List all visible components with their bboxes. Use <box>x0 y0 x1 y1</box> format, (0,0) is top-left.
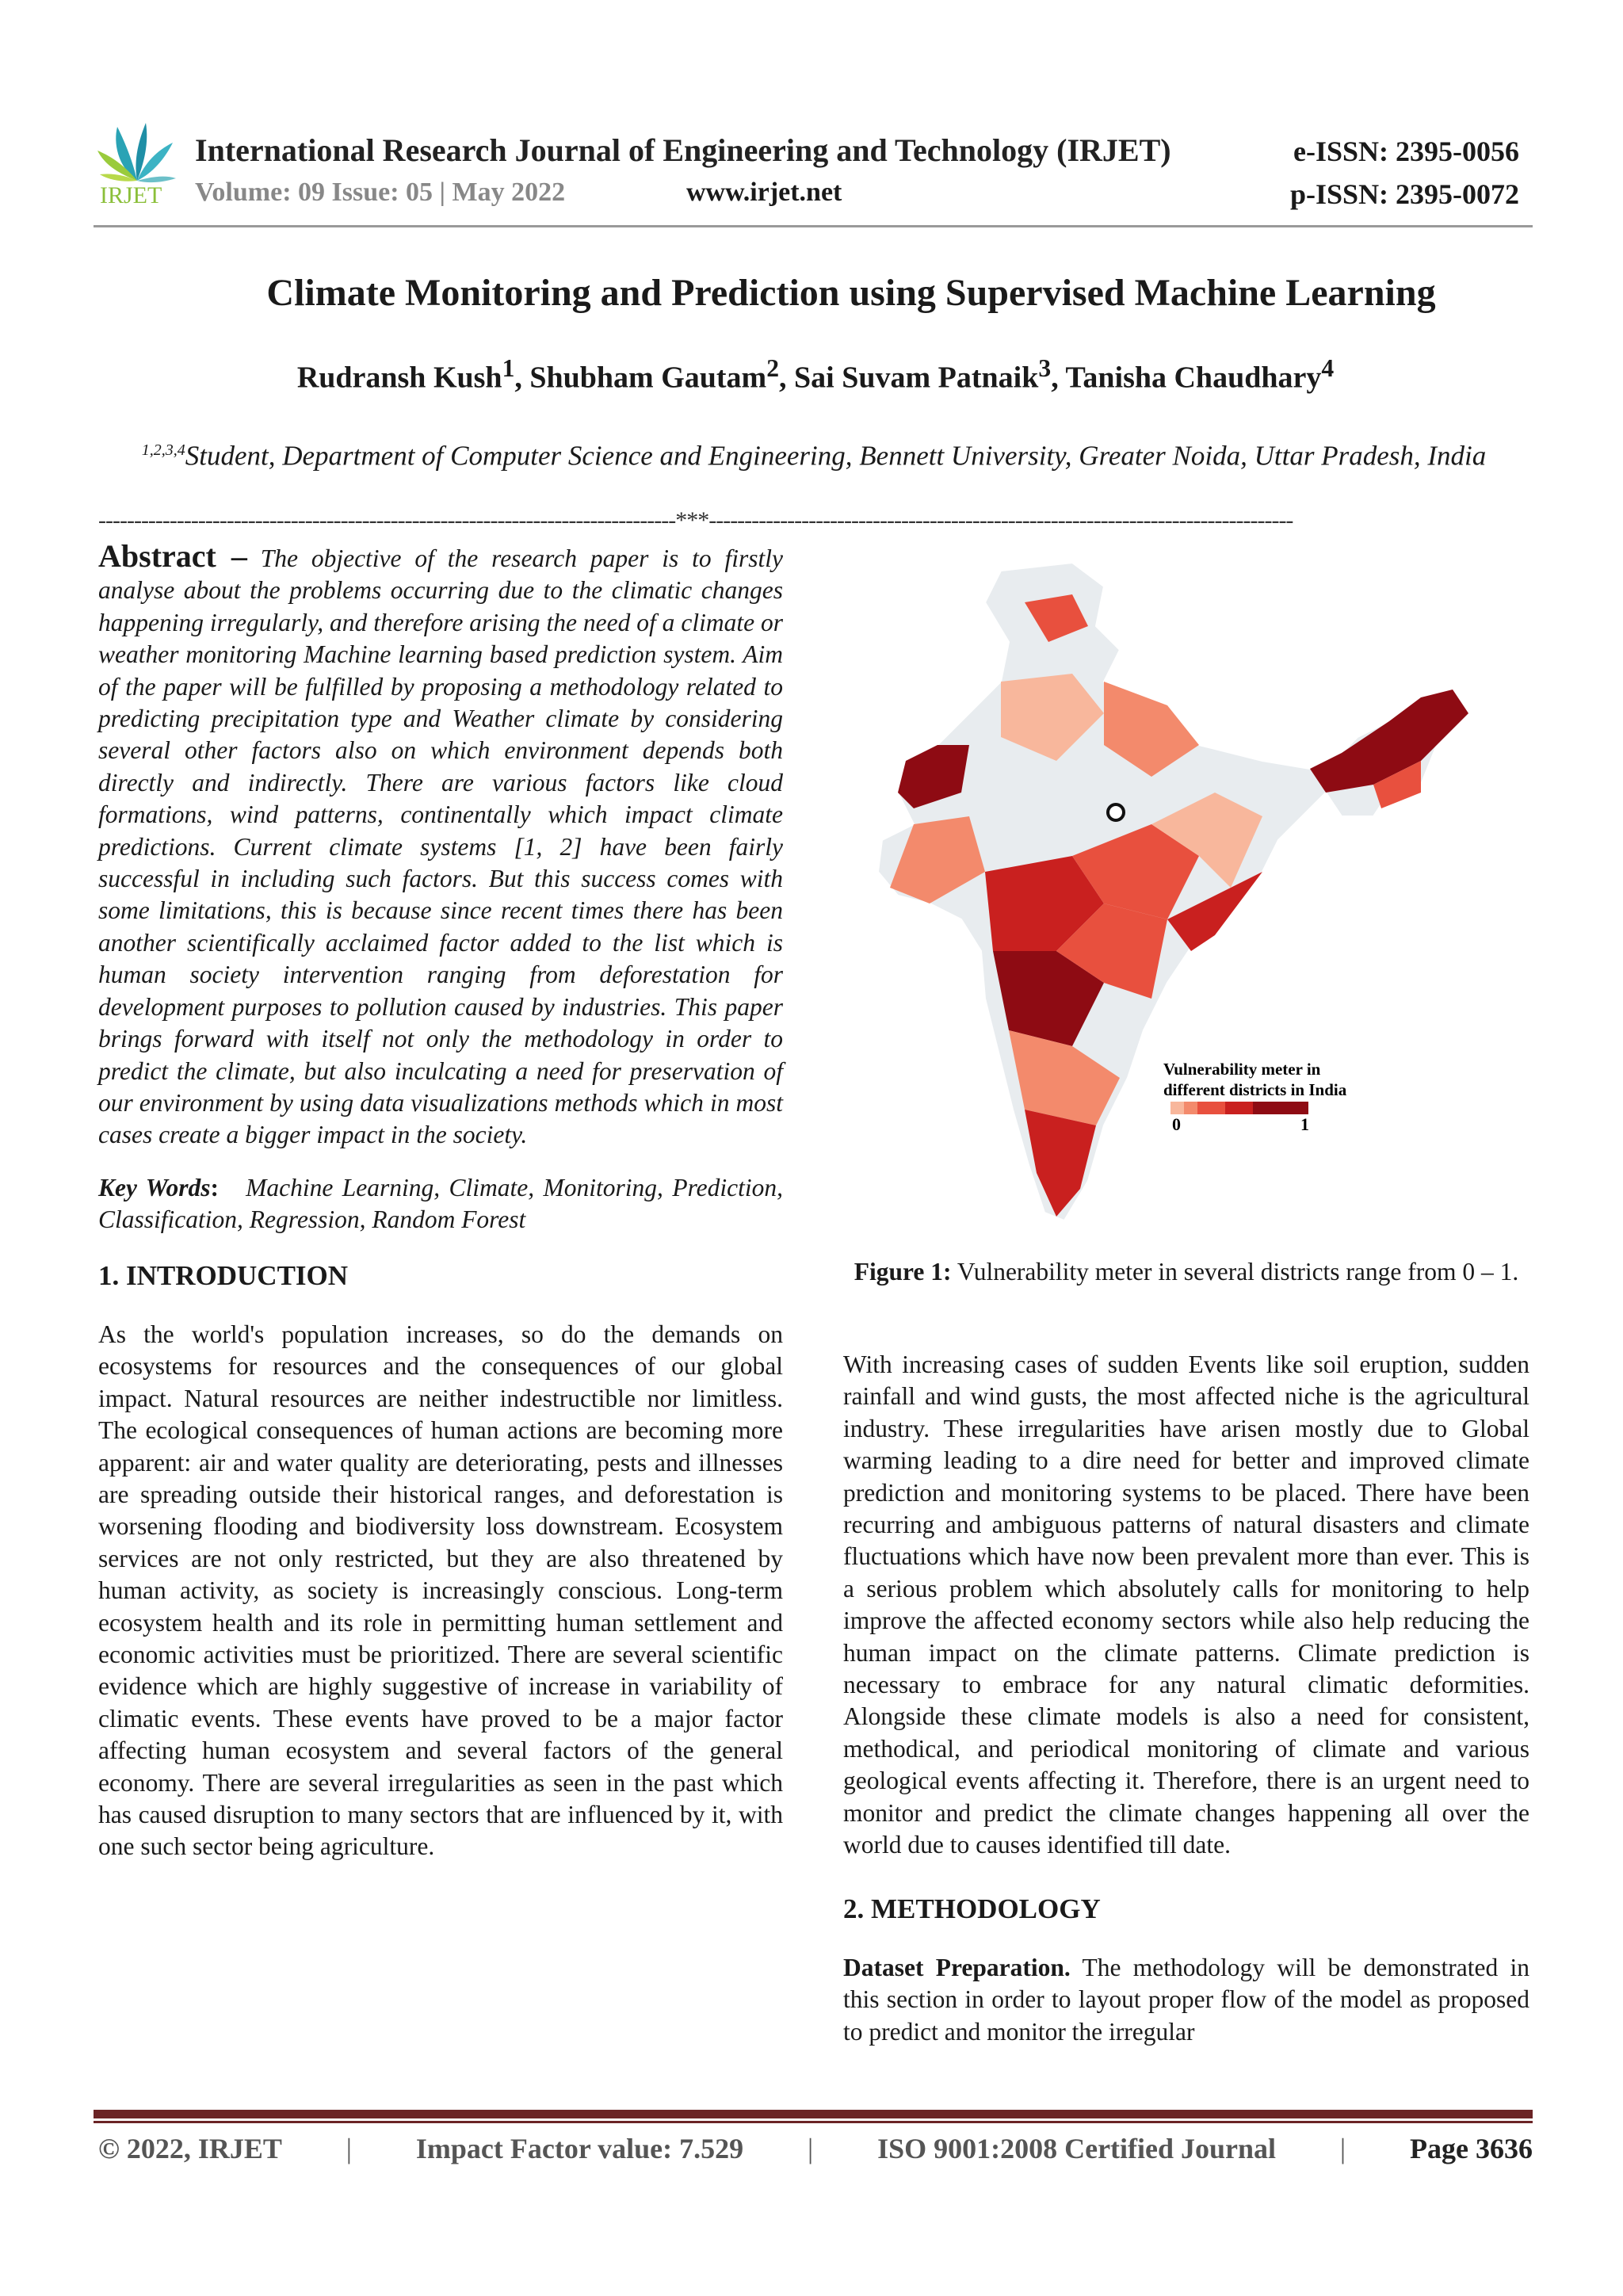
abstract-text: The objective of the research paper is to firstly analyse about the problems occurring due to the climatic changes happening irregularly, and therefore arising the need of a climate or weather monitoring Machine learning based prediction system. Aim of the paper will be fulfilled by proposing a methodology related to predicting precipitation type and Weather climate by considering several other factors also on which environment depends both directly and indirectly. There are various factors like cloud formations, wind patterns, continentally which impact climate predictions. Current climate systems [1, 2] have been fairly successful in including such factors. But this success comes with some limitations, this is because since recent times there has been another scientifically acclaimed factor added to the list which is human society intervention ranging from deforestation for development purposes to pollution caused by industries. This paper brings forward with itself not only the methodology in order to predict the climate, but also inculcating a need for preservation of our environment by using data visualizations methods which in most cases create a bigger impact in the society. <box>98 544 783 1149</box>
abstract-label: Abstract – <box>98 538 247 574</box>
keywords: Key Words: Machine Learning, Climate, Monitoring, Prediction, Classification, Regression, Random Forest <box>98 1173 784 1234</box>
footer-bar-thin <box>94 2121 1533 2123</box>
header-divider <box>94 225 1533 227</box>
e-issn: e-ISSN: 2395-0056 <box>1293 136 1519 167</box>
dataset-label: Dataset Preparation. <box>843 1953 1071 1981</box>
figure-caption <box>843 1256 1529 1288</box>
author: Tanisha Chaudhary <box>1065 361 1322 395</box>
left-column <box>98 538 784 1863</box>
map-figure <box>866 555 1516 1228</box>
author-sup: 1 <box>502 354 515 382</box>
author-list: Rudransh Kush$^1$, Shubham Gautam$^2$, Sai Suvam Patnaik$^3$, Tanisha Chaudhary$^4$ <box>296 354 1335 395</box>
caption-label: Figure 1: <box>854 1258 952 1286</box>
author-sup: 4 <box>1321 354 1335 382</box>
legend-max: 1 <box>1300 1114 1309 1134</box>
india-vulnerability-map <box>866 555 1516 1228</box>
legend-swatch <box>1197 1102 1225 1114</box>
footer-separator: | <box>808 2133 814 2164</box>
author-sup: 3 <box>1038 354 1052 382</box>
volume-issue: Volume: 09 Issue: 05 | May 2022 <box>195 178 566 207</box>
legend-swatch <box>1225 1102 1253 1114</box>
region <box>1025 1110 1096 1217</box>
journal-name: International Research Journal of Engineering and Technology (IRJET) <box>195 132 1171 168</box>
dataset-text: The methodology will be demonstrated in this section in order to layout proper flow of the model as proposed to predict and monitor the irregular <box>843 1953 1529 2046</box>
delhi-marker <box>1108 804 1124 820</box>
intro-heading: 1. INTRODUCTION <box>98 1259 349 1291</box>
affiliation-sup: 1,2,3,4 <box>141 441 185 459</box>
legend-swatch <box>1253 1102 1308 1114</box>
separator-stars: *** <box>675 507 709 533</box>
footer-separator: | <box>346 2133 353 2164</box>
legend-title-1: Vulnerability meter in <box>1163 1060 1321 1079</box>
author: Sai Suvam Patnaik <box>794 361 1039 395</box>
footer-bar <box>94 2110 1533 2118</box>
author: Shubham Gautam <box>529 361 767 395</box>
website-link[interactable]: www.irjet.net <box>686 178 842 207</box>
keywords-text: Machine Learning, Climate, Monitoring, Prediction, Classification, Regression, Random Forest <box>98 1173 784 1234</box>
legend-title-2: different districts in India <box>1163 1080 1347 1099</box>
page-number: Page 3636 <box>1410 2133 1533 2164</box>
author: Rudransh Kush <box>296 361 502 395</box>
intro-paragraph: As the world's population increases, so do the demands on ecosystems for resources and the consequences of our global impact. Natural resources are neither indestructible nor limitless. The ecological consequences of human actions are becoming more apparent: air and water quality are deteriorating, pests and illnesses are spreading outside their historical ranges, and deforestation is worsening flooding and biodiversity loss downstream. Ecosystem services are not only restricted, but they are also threatened by human activity, as society is increasingly conscious. Long-term ecosystem health and its role in permitting human settlement and economic activities must be prioritized. There are several scientific evidence which are highly suggestive of increase in variability of climatic events. These events have proved to be a major factor affecting human ecosystem and several factors of the general economy. There are several irregularities as seen in the past which has caused disruption to many sectors that are influenced by it, with one such sector being agriculture. <box>98 1320 783 1861</box>
affiliation <box>98 433 1529 474</box>
methodology-heading: 2. METHODOLOGY <box>843 1893 1101 1924</box>
iso-certification: ISO 9001:2008 Certified Journal <box>877 2133 1277 2164</box>
affiliation-text: Student, Department of Computer Science and Engineering, Bennett University, Greater Noida, Uttar Pradesh, India <box>185 440 1487 472</box>
irjet-logo <box>94 119 181 214</box>
copyright: © 2022, IRJET <box>98 2133 282 2164</box>
footer <box>98 2132 1533 2165</box>
footer-separator: | <box>1339 2133 1346 2164</box>
legend-swatch <box>1170 1102 1184 1114</box>
right-column <box>843 1349 1529 2048</box>
p-issn: p-ISSN: 2395-0072 <box>1290 178 1520 210</box>
section-separator: ---------------------------------------------------------------------------------***---------------------------------------------------------------------------------- <box>98 507 1293 533</box>
impact-factor: Impact Factor value: 7.529 <box>415 2133 744 2164</box>
legend-color-bar <box>1170 1102 1308 1114</box>
logo-text: IRJET <box>100 182 162 208</box>
right-paragraph: With increasing cases of sudden Events like soil eruption, sudden rainfall and wind gusts, the most affected niche is the agricultural industry. These irregularities have arisen mostly due to Global warming leading to a dire need for better and improved climate prediction and monitoring systems to be placed. There have been recurring and ambiguous patterns of natural disasters and climate fluctuations which have now been prevalent more than ever. This is a serious problem which absolutely calls for monitoring to help improve the affected economy sectors while also help reducing the human impact on the climate patterns. Climate prediction is necessary to embrace for any natural climatic deformities. Alongside these climate models is also a need for consistent, methodical, and periodical monitoring of climate and various geological events affecting it. Therefore, there is an urgent need to monitor and predict the climate changes happening all over the world due to causes identified till date. <box>843 1350 1529 1859</box>
keywords-label: Key Words <box>98 1173 211 1201</box>
legend-swatch <box>1184 1102 1197 1114</box>
abstract <box>98 538 783 1152</box>
dataset-paragraph <box>843 1952 1529 2048</box>
paper-title: Climate Monitoring and Prediction using Supervised Machine Learning <box>266 272 1436 314</box>
legend-min: 0 <box>1172 1114 1181 1134</box>
caption-text: Vulnerability meter in several districts range from 0 – 1. <box>957 1258 1519 1286</box>
author-sup: 2 <box>766 354 780 382</box>
